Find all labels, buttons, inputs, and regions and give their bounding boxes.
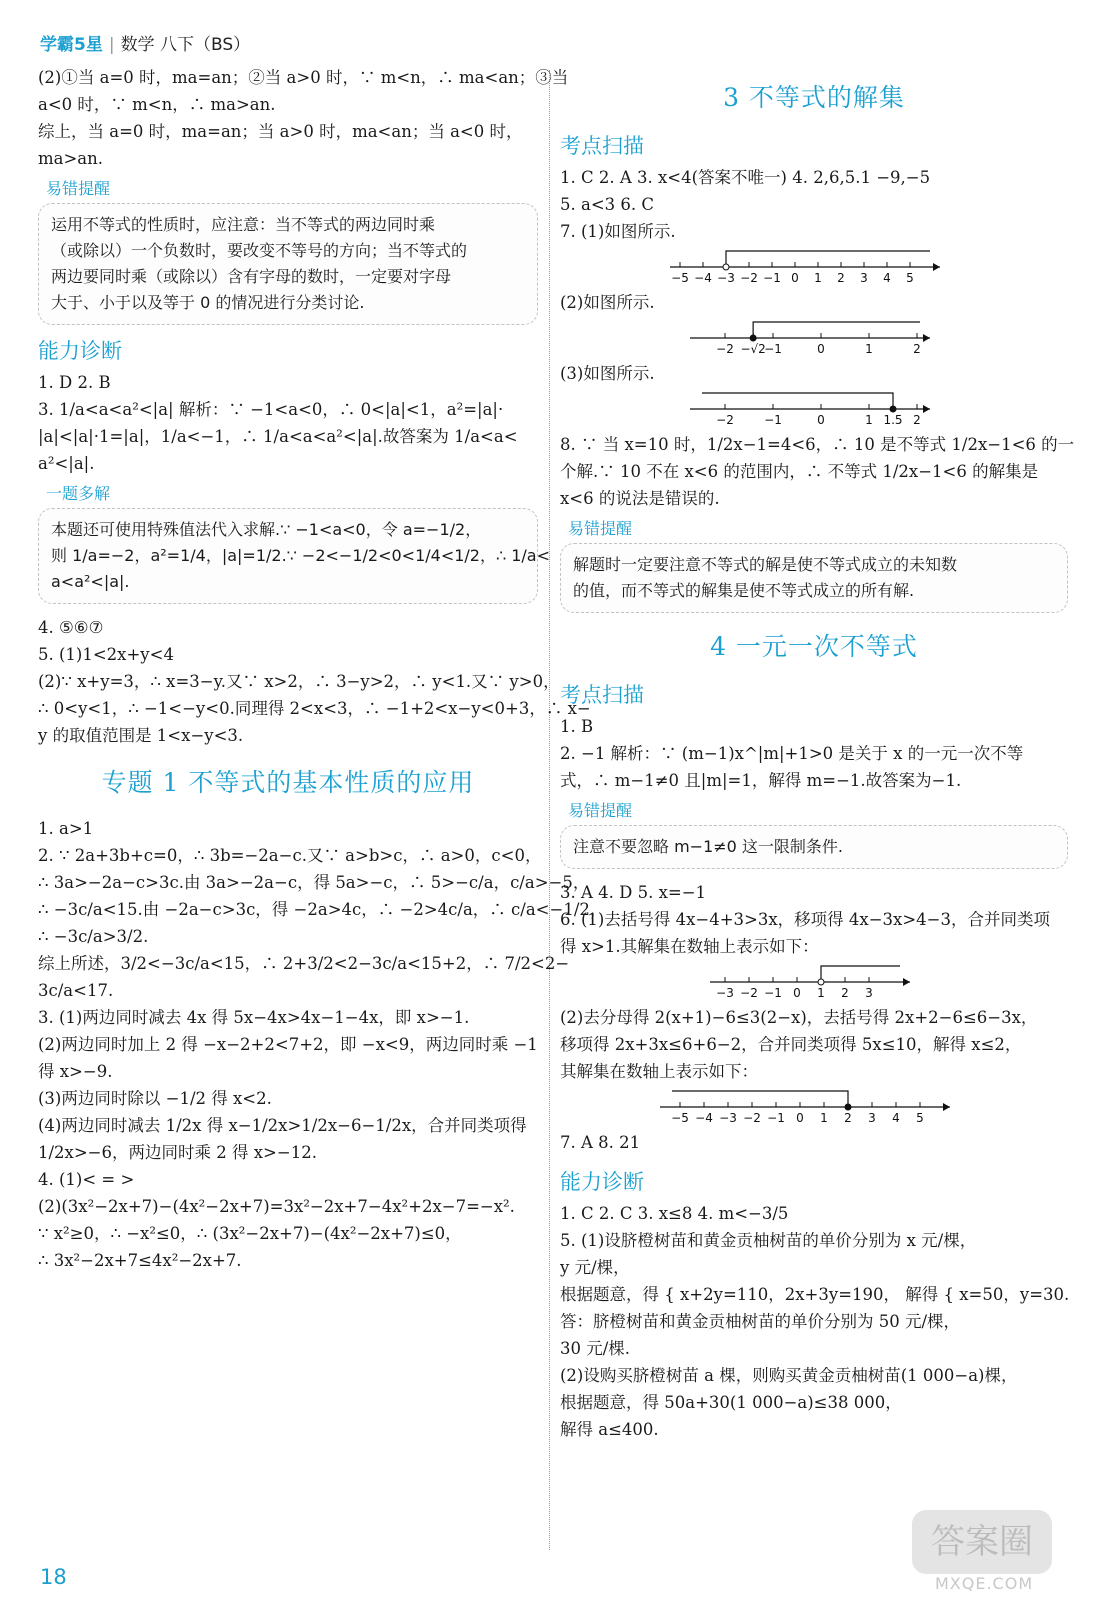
number-line bbox=[710, 962, 1068, 1000]
section-heading: 考点扫描 bbox=[560, 683, 644, 707]
answer-line: y 的取值范围是 1<x−y<3. bbox=[38, 726, 244, 745]
answer-line: 1/2x>−6，两边同时乘 2 得 x>−12. bbox=[38, 1143, 317, 1162]
answer-line: 式，∴ m−1≠0 且|m|=1，解得 m=−1.故答案为−1. bbox=[560, 771, 962, 790]
number-line-svg bbox=[660, 1087, 970, 1125]
tip-line: 解题时一定要注意不等式的解是使不等式成立的未知数 bbox=[573, 555, 958, 574]
solution-ray bbox=[821, 966, 900, 982]
answer-line: 得 x>1.其解集在数轴上表示如下： bbox=[560, 937, 819, 956]
tip-block bbox=[560, 798, 1068, 869]
subject-label: 数学 八下（BS） bbox=[120, 35, 251, 55]
solution-ray bbox=[726, 251, 930, 267]
tip-line: （或除以）一个负数时，要改变不等号的方向；当不等式的 bbox=[51, 241, 468, 260]
answer-line: 1. C 2. C 3. x≤8 4. m<−3/5 bbox=[560, 1204, 789, 1223]
number-line-label: 2 bbox=[913, 342, 921, 356]
answer-line: (3)两边同时除以 −1/2 得 x<2. bbox=[38, 1089, 272, 1108]
answer-line: 移项得 2x+3x≤6+6−2，合并同类项得 5x≤10，解得 x≤2， bbox=[560, 1035, 1022, 1054]
answer-line: 30 元/棵. bbox=[560, 1339, 631, 1358]
answer-line: (2)∵ x+y=3，∴ x=3−y.又∵ x>2，∴ 3−y>2，∴ y<1.又∵ y>0， bbox=[38, 672, 560, 691]
answer-line: ma>an. bbox=[38, 149, 104, 168]
closed-endpoint bbox=[890, 406, 896, 412]
tip-line: 的值，而不等式的解集是使不等式成立的所有解. bbox=[573, 581, 915, 600]
number-line-label: 3 bbox=[865, 986, 873, 1000]
answer-line: (2)两边同时加上 2 得 −x−2+2<7+2，即 −x<9，两边同时乘 −1 bbox=[38, 1035, 538, 1054]
number-line-label: −2 bbox=[743, 1111, 761, 1125]
answer-line: 5. (1)设脐橙树苗和黄金贡柚树苗的单价分别为 x 元/棵， bbox=[560, 1231, 977, 1250]
answer-line: 7. (1)如图所示. bbox=[560, 222, 676, 241]
number-line-label: 2 bbox=[837, 271, 845, 285]
number-line-label: −4 bbox=[694, 271, 712, 285]
brand-logo: 学霸5星 bbox=[40, 35, 103, 55]
answer-line: 5. a<3 6. C bbox=[560, 195, 655, 214]
number-line-label: −4 bbox=[695, 1111, 713, 1125]
answer-line: ∵ x²≥0，∴ −x²≤0，∴ (3x²−2x+7)−(4x²−2x+7)≤0， bbox=[38, 1224, 462, 1243]
solution-ray bbox=[753, 322, 920, 338]
answer-line: 1. C 2. A 3. x<4(答案不唯一) 4. 2,6,5.1 −9,−5 bbox=[560, 168, 931, 187]
answer-line: 根据题意，得 { x+2y=110，2x+3y=190， 解得 { x=50，y=30. bbox=[560, 1285, 1070, 1304]
number-line-label: −1 bbox=[763, 271, 781, 285]
tip-line: a<a²<|a|. bbox=[51, 572, 130, 591]
number-line-arrow bbox=[943, 1103, 950, 1111]
tip-label: 一题多解 bbox=[46, 484, 111, 503]
answer-line: a<0 时，∵ m<n，∴ ma>an. bbox=[38, 95, 276, 114]
answer-line: ∴ −3c/a<15.由 −2a−c>3c，得 −2a>4c，∴ −2>4c/a，∴ c/a<−1/2， bbox=[38, 900, 607, 919]
number-line-label: 0 bbox=[817, 342, 825, 356]
number-line-label: −2 bbox=[740, 271, 758, 285]
tip-box bbox=[560, 825, 1068, 869]
tip-block bbox=[38, 481, 551, 604]
answer-line: 3. (1)两边同时减去 4x 得 5x−4x>4x−1−4x，即 x>−1. bbox=[38, 1008, 470, 1027]
page-header: 学霸5星 | 数学 八下（BS） bbox=[40, 35, 251, 55]
answer-line: ∴ 3x²−2x+7≤4x²−2x+7. bbox=[38, 1251, 242, 1270]
answer-line: (2)(3x²−2x+7)−(4x²−2x+7)=3x²−2x+7−4x²+2x−7=−x². bbox=[38, 1197, 515, 1216]
number-line-label: 4 bbox=[883, 271, 891, 285]
number-line-arrow bbox=[923, 405, 930, 413]
number-line bbox=[660, 1087, 1068, 1125]
answer-line: 1. D 2. B bbox=[38, 373, 111, 392]
section-heading: 能力诊断 bbox=[560, 1170, 644, 1194]
number-line-label: 5 bbox=[916, 1111, 924, 1125]
number-line-label: 1 bbox=[865, 342, 873, 356]
number-line-svg bbox=[710, 962, 930, 1000]
number-line-label: −2 bbox=[740, 986, 758, 1000]
answer-line: 4. (1)< = > bbox=[38, 1170, 135, 1189]
tip-block bbox=[38, 176, 538, 325]
number-line-arrow bbox=[933, 263, 940, 271]
open-endpoint bbox=[723, 264, 729, 270]
number-line-label: 1 bbox=[814, 271, 822, 285]
column-divider bbox=[549, 70, 550, 1550]
number-line-label: 3 bbox=[868, 1111, 876, 1125]
number-line-label: −2 bbox=[716, 342, 734, 356]
solution-ray bbox=[702, 393, 893, 409]
number-line-label: −2 bbox=[716, 413, 734, 427]
answer-line: ∴ 0<y<1，∴ −1<−y<0.同理得 2<x<3，∴ −1+2<x−y<0+3，∴ x− bbox=[38, 699, 591, 718]
number-line bbox=[690, 318, 1068, 356]
number-line-arrow bbox=[923, 334, 930, 342]
answer-line: 3c/a<17. bbox=[38, 981, 114, 1000]
tip-label: 易错提醒 bbox=[46, 179, 111, 198]
number-line-svg bbox=[690, 318, 950, 356]
answer-line: ∴ 3a>−2a−c>3c.由 3a>−2a−c，得 5a>−c，∴ 5>−c/a，c/a>−5， bbox=[38, 873, 590, 892]
number-line-label: 5 bbox=[906, 271, 914, 285]
answer-line: 2. −1 解析：∵ (m−1)x^|m|+1>0 是关于 x 的一元一次不等 bbox=[560, 744, 1024, 763]
tip-line: 大于、小于以及等于 0 的情况进行分类讨论. bbox=[51, 293, 365, 312]
lesson-title: 4 一元一次不等式 bbox=[710, 632, 918, 661]
tip-box bbox=[38, 508, 551, 604]
number-line-label: 1 bbox=[820, 1111, 828, 1125]
open-endpoint bbox=[818, 979, 824, 985]
number-line-label: −√2 bbox=[740, 342, 766, 356]
answer-line: (2)如图所示. bbox=[560, 293, 655, 312]
answer-line: 根据题意，得 50a+30(1 000−a)≤38 000， bbox=[560, 1393, 902, 1412]
answer-line: (4)两边同时减去 1/2x 得 x−1/2x>1/2x−6−1/2x，合并同类项得 bbox=[38, 1116, 527, 1135]
answer-line: 3. A 4. D 5. x=−1 bbox=[560, 883, 707, 902]
answer-line: 4. ⑤⑥⑦ bbox=[38, 618, 104, 637]
answer-line: 答：脐橙树苗和黄金贡柚树苗的单价分别为 50 元/棵， bbox=[560, 1312, 961, 1331]
answer-line: 解得 a≤400. bbox=[560, 1420, 659, 1439]
answer-line: 1. a>1 bbox=[38, 819, 94, 838]
tip-box bbox=[38, 203, 538, 325]
lesson-title: 3 不等式的解集 bbox=[723, 83, 905, 112]
answer-line: 2. ∵ 2a+3b+c=0，∴ 3b=−2a−c.又∵ a>b>c，∴ a>0，c<0， bbox=[38, 846, 542, 865]
number-line bbox=[670, 247, 1068, 285]
watermark-logo: 答案圈 bbox=[912, 1510, 1052, 1574]
tip-line: 运用不等式的性质时，应注意：当不等式的两边同时乘 bbox=[51, 215, 436, 234]
answer-line: (2)①当 a=0 时，ma=an；②当 a>0 时，∵ m<n，∴ ma<an；③当 bbox=[38, 68, 569, 87]
number-line-arrow bbox=[903, 978, 910, 986]
number-line-label: 3 bbox=[860, 271, 868, 285]
tip-line: 两边要同时乘（或除以）含有字母的数时，一定要对字母 bbox=[51, 267, 452, 286]
number-line-label: 2 bbox=[913, 413, 921, 427]
closed-endpoint bbox=[845, 1104, 851, 1110]
answer-line: 8. ∵ 当 x=10 时，1/2x−1=4<6，∴ 10 是不等式 1/2x−1<6 的一 bbox=[560, 435, 1075, 454]
number-line-label: −1 bbox=[764, 413, 782, 427]
page-number: 18 bbox=[40, 1565, 67, 1589]
tip-block bbox=[560, 516, 1068, 613]
number-line-svg bbox=[690, 389, 950, 427]
solution-ray bbox=[672, 1091, 848, 1107]
tip-line: 本题还可使用特殊值法代入求解.∵ −1<a<0，令 a=−1/2， bbox=[51, 520, 482, 539]
number-line-svg bbox=[670, 247, 960, 285]
answer-line: 1. B bbox=[560, 717, 594, 736]
number-line-label: −1 bbox=[767, 1111, 785, 1125]
number-line-label: 2 bbox=[844, 1111, 852, 1125]
answer-line: 综上，当 a=0 时，ma=an；当 a>0 时，ma<an；当 a<0 时， bbox=[38, 122, 523, 141]
tip-label: 易错提醒 bbox=[568, 801, 633, 820]
number-line-label: 1.5 bbox=[883, 413, 903, 427]
answer-line: 6. (1)去括号得 4x−4+3>3x，移项得 4x−3x>4−3，合并同类项 bbox=[560, 910, 1051, 929]
number-line-label: 0 bbox=[796, 1111, 804, 1125]
tip-line: 则 1/a=−2，a²=1/4，|a|=1/2.∵ −2<−1/2<0<1/4<1/2，∴ 1/a< bbox=[51, 546, 551, 565]
number-line-label: −1 bbox=[764, 342, 782, 356]
number-line-label: 0 bbox=[793, 986, 801, 1000]
closed-endpoint bbox=[750, 335, 756, 341]
answer-line: 7. A 8. 21 bbox=[560, 1133, 641, 1152]
answer-line: (2)设购买脐橙树苗 a 棵，则购买黄金贡柚树苗(1 000−a)棵， bbox=[560, 1366, 1018, 1385]
answer-line: y 元/棵， bbox=[560, 1258, 630, 1277]
answer-line: (3)如图所示. bbox=[560, 364, 655, 383]
answer-line: (2)去分母得 2(x+1)−6≤3(2−x)，去括号得 2x+2−6≤6−3x， bbox=[560, 1008, 1038, 1027]
lesson-title: 专题 1 不等式的基本性质的应用 bbox=[101, 768, 475, 797]
number-line-label: −1 bbox=[764, 986, 782, 1000]
answer-line: 得 x>−9. bbox=[38, 1062, 113, 1081]
number-line-label: −3 bbox=[717, 271, 735, 285]
section-heading: 能力诊断 bbox=[38, 339, 122, 363]
tip-line: 注意不要忽略 m−1≠0 这一限制条件. bbox=[573, 837, 844, 856]
right-column bbox=[560, 64, 1075, 1443]
tip-label: 易错提醒 bbox=[568, 519, 633, 538]
answer-line: 其解集在数轴上表示如下： bbox=[560, 1062, 758, 1081]
number-line-label: −5 bbox=[671, 271, 689, 285]
number-line-label: −3 bbox=[719, 1111, 737, 1125]
answer-line: 3. 1/a<a<a²<|a| 解析：∵ −1<a<0，∴ 0<|a|<1，a²=|a|· bbox=[38, 400, 504, 419]
number-line-label: −3 bbox=[716, 986, 734, 1000]
number-line-label: 1 bbox=[865, 413, 873, 427]
number-line-label: 4 bbox=[892, 1111, 900, 1125]
answer-line: 个解.∵ 10 不在 x<6 的范围内，∴ 不等式 1/2x−1<6 的解集是 bbox=[560, 462, 1039, 481]
answer-line: ∴ −3c/a>3/2. bbox=[38, 927, 149, 946]
number-line-label: 2 bbox=[841, 986, 849, 1000]
answer-line: |a|<|a|·1=|a|，1/a<−1，∴ 1/a<a<a²<|a|.故答案为 1/a<a< bbox=[38, 427, 518, 446]
number-line-label: −5 bbox=[671, 1111, 689, 1125]
section-heading: 考点扫描 bbox=[560, 134, 644, 158]
answer-line: 5. (1)1<2x+y<4 bbox=[38, 645, 174, 664]
number-line-label: 1 bbox=[817, 986, 825, 1000]
number-line bbox=[690, 389, 1068, 427]
number-line-label: 0 bbox=[817, 413, 825, 427]
answer-line: x<6 的说法是错误的. bbox=[560, 489, 720, 508]
answer-line: 综上所述，3/2<−3c/a<15，∴ 2+3/2<2−3c/a<15+2，∴ 7/2<2− bbox=[38, 954, 570, 973]
answer-line: a²<|a|. bbox=[38, 454, 95, 473]
watermark-url: MXQE.COM bbox=[935, 1574, 1034, 1593]
tip-box bbox=[560, 543, 1068, 613]
number-line-label: 0 bbox=[791, 271, 799, 285]
